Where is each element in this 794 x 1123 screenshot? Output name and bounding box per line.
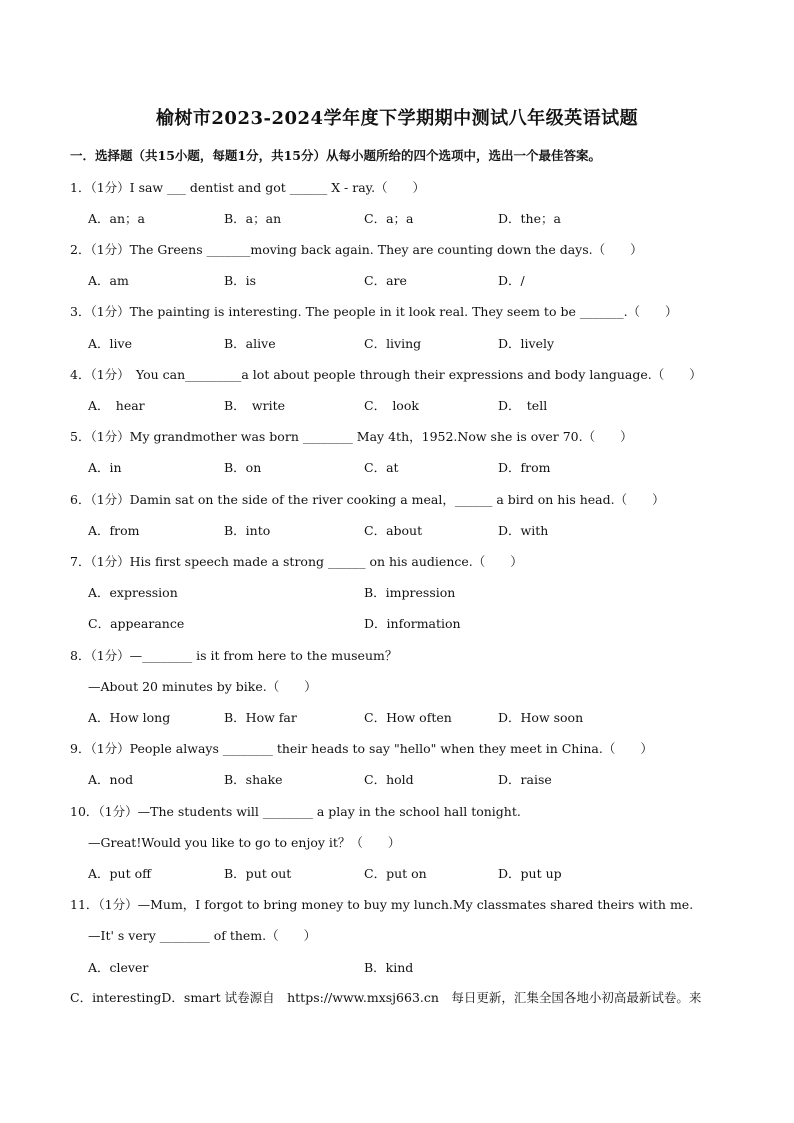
question-8-reply: —About 20 minutes by bike.（ ） bbox=[88, 679, 317, 694]
question-5-option-c: C．at bbox=[364, 460, 399, 475]
footer-line: C．interestingD．smart 试卷源自 https://www.mxsj663.cn 每日更新，汇集全国各地小初高最新试卷。来 bbox=[70, 990, 702, 1005]
question-7-option-d: D．information bbox=[364, 616, 461, 631]
question-1-stem: 1．（1分）I saw ___ dentist and got ______ X - ray.（ ） bbox=[70, 180, 426, 195]
question-2-stem: 2．（1分）The Greens _______moving back again. They are counting down the days.（ ） bbox=[70, 242, 643, 257]
question-2-option-b: B．is bbox=[224, 273, 257, 288]
question-11-option-b: B．kind bbox=[364, 960, 414, 975]
question-4-option-c: C． look bbox=[364, 398, 419, 413]
question-8-option-c: C．How often bbox=[364, 710, 452, 725]
question-10-stem: 10．（1分）—The students will ________ a play in the school hall tonight. bbox=[70, 804, 521, 819]
question-1-option-c: C．a；a bbox=[364, 211, 414, 226]
question-9-option-a: A．nod bbox=[88, 772, 134, 787]
question-6-option-c: C．about bbox=[364, 523, 423, 538]
question-8-option-b: B．How far bbox=[224, 710, 297, 725]
question-4-stem: 4．（1分） You can_________a lot about people through their expressions and body language.（ ） bbox=[70, 367, 702, 382]
question-2-option-c: C．are bbox=[364, 273, 407, 288]
question-4-option-a: A． hear bbox=[88, 398, 145, 413]
question-10-option-a: A．put off bbox=[88, 866, 151, 881]
question-3-option-d: D．lively bbox=[498, 336, 555, 351]
question-7-stem: 7．（1分）His first speech made a strong ______ on his audience.（ ） bbox=[70, 554, 523, 569]
question-8-stem: 8．（1分）—________ is it from here to the museum？ bbox=[70, 648, 398, 663]
question-10-option-c: C．put on bbox=[364, 866, 427, 881]
question-3-option-c: C．living bbox=[364, 336, 422, 351]
question-9-option-c: C．hold bbox=[364, 772, 414, 787]
question-2-option-a: A．am bbox=[88, 273, 129, 288]
question-11-reply: —It' s very ________ of them.（ ） bbox=[88, 928, 317, 943]
question-9-stem: 9．（1分）People always ________ their heads to say "hello" when they meet in China.（ ） bbox=[70, 741, 653, 756]
question-5-stem: 5．（1分）My grandmother was born ________ May 4th，1952.Now she is over 70.（ ） bbox=[70, 429, 633, 444]
question-3-option-a: A．live bbox=[88, 336, 132, 351]
question-5-option-d: D．from bbox=[498, 460, 551, 475]
question-8-option-d: D．How soon bbox=[498, 710, 584, 725]
question-6-option-a: A．from bbox=[88, 523, 140, 538]
question-5-option-b: B．on bbox=[224, 460, 262, 475]
question-7-option-b: B．impression bbox=[364, 585, 456, 600]
question-2-option-d: D．/ bbox=[498, 273, 525, 288]
question-11-option-a: A．clever bbox=[88, 960, 149, 975]
question-4-option-d: D． tell bbox=[498, 398, 548, 413]
question-10-option-b: B．put out bbox=[224, 866, 292, 881]
question-11-stem: 11．（1分）—Mum，I forgot to bring money to buy my lunch.My classmates shared theirs with me. bbox=[70, 897, 694, 912]
question-1-option-d: D．the；a bbox=[498, 211, 561, 226]
question-8-option-a: A．How long bbox=[88, 710, 171, 725]
question-5-option-a: A．in bbox=[88, 460, 122, 475]
question-4-option-b: B． write bbox=[224, 398, 286, 413]
question-3-option-b: B．alive bbox=[224, 336, 276, 351]
question-1-option-b: B．a；an bbox=[224, 211, 282, 226]
question-7-option-c: C．appearance bbox=[88, 616, 185, 631]
question-9-option-d: D．raise bbox=[498, 772, 552, 787]
section-heading: 一．选择题（共15小题，每题1分，共15分）从每小题所给的四个选项中，选出一个最佳答案。 bbox=[70, 148, 601, 163]
question-9-option-b: B．shake bbox=[224, 772, 283, 787]
question-6-stem: 6．（1分）Damin sat on the side of the river cooking a meal，______ a bird on his head.（ ） bbox=[70, 492, 665, 507]
question-6-option-d: D．with bbox=[498, 523, 549, 538]
page-title: 榆树市2023-2024学年度下学期期中测试八年级英语试题 bbox=[155, 108, 639, 129]
question-1-option-a: A．an；a bbox=[88, 211, 145, 226]
question-6-option-b: B．into bbox=[224, 523, 271, 538]
question-7-option-a: A．expression bbox=[88, 585, 178, 600]
question-10-reply: —Great!Would you like to go to enjoy it？（ ） bbox=[88, 835, 401, 850]
question-10-option-d: D．put up bbox=[498, 866, 562, 881]
question-3-stem: 3．（1分）The painting is interesting. The people in it look real. They seem to be _______.（ ） bbox=[70, 304, 678, 319]
